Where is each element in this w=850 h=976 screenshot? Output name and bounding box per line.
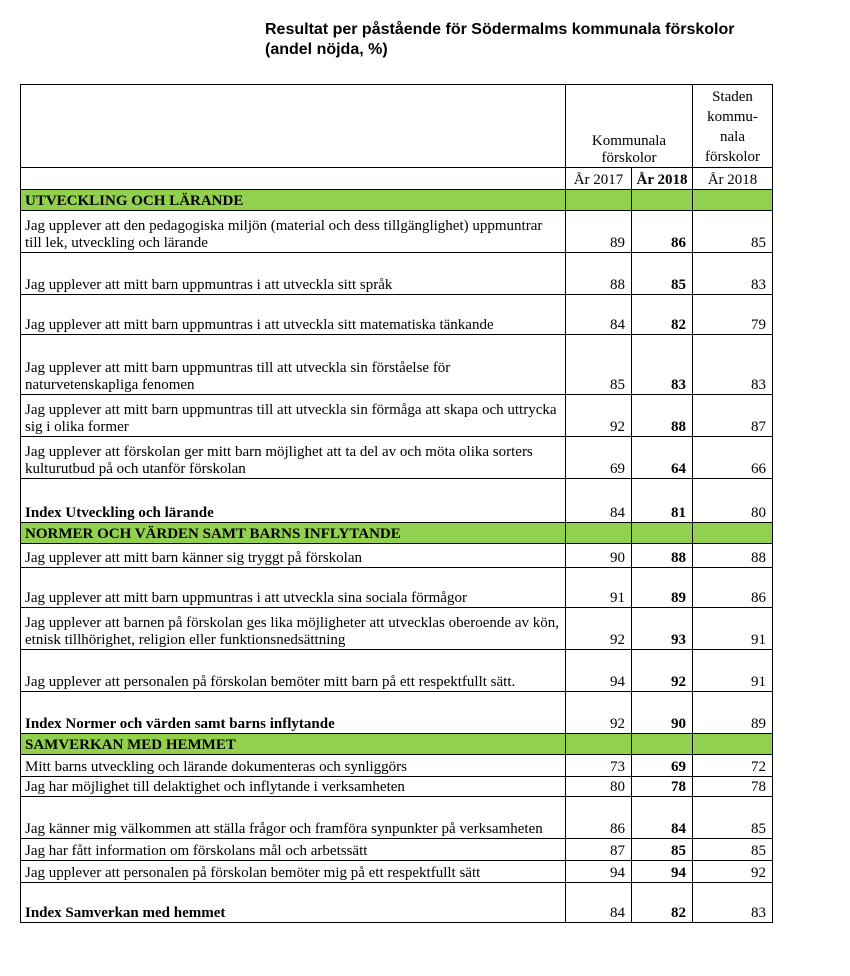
- table-row: [21, 253, 773, 295]
- header-staden-line: Staden: [712, 89, 753, 105]
- table-row: [21, 650, 773, 692]
- value-2017-cell: 94: [566, 650, 632, 692]
- statement-cell: Index Normer och värden samt barns inflytande: [21, 692, 566, 734]
- value-2018-cell: 81: [632, 479, 693, 523]
- index-row: [21, 479, 773, 523]
- table-row: [21, 295, 773, 335]
- table-row: [21, 544, 773, 568]
- section-heading-empty-cell: [693, 190, 773, 211]
- section-heading-row: [21, 190, 773, 211]
- table-row: [21, 437, 773, 479]
- value-2018-cell: 88: [632, 395, 693, 437]
- value-staden-cell: 86: [693, 568, 773, 608]
- value-staden-cell: 72: [693, 755, 773, 777]
- value-2018-cell: 64: [632, 437, 693, 479]
- value-staden-cell: 91: [693, 650, 773, 692]
- section-heading: NORMER OCH VÄRDEN SAMT BARNS INFLYTANDE: [21, 523, 566, 544]
- index-row: [21, 692, 773, 734]
- value-2017-cell: 92: [566, 692, 632, 734]
- statement-cell: Index Samverkan med hemmet: [21, 883, 566, 923]
- value-2018-cell: 93: [632, 608, 693, 650]
- header-staden: [693, 85, 773, 168]
- value-2017-cell: 92: [566, 608, 632, 650]
- table-row: [21, 839, 773, 861]
- value-2018-cell: 94: [632, 861, 693, 883]
- statement-cell: Jag upplever att mitt barn uppmuntras i att utveckla sitt språk: [21, 253, 566, 295]
- value-staden-cell: 83: [693, 883, 773, 923]
- year-row: [21, 168, 773, 190]
- header-staden-line: kommu-: [707, 109, 758, 125]
- header-row: [21, 85, 773, 168]
- section-heading-row: [21, 523, 773, 544]
- value-2017-cell: 87: [566, 839, 632, 861]
- value-2017-cell: 91: [566, 568, 632, 608]
- value-2018-cell: 83: [632, 335, 693, 395]
- statement-cell: Jag har fått information om förskolans mål och arbetssätt: [21, 839, 566, 861]
- value-2018-cell: 84: [632, 797, 693, 839]
- statement-cell: Jag känner mig välkommen att ställa frågor och framföra synpunkter på verksamheten: [21, 797, 566, 839]
- value-2017-cell: 88: [566, 253, 632, 295]
- value-2018-cell: 92: [632, 650, 693, 692]
- table-row: [21, 755, 773, 777]
- value-staden-cell: 88: [693, 544, 773, 568]
- section-heading-empty-cell: [693, 734, 773, 755]
- value-2018-cell: 89: [632, 568, 693, 608]
- value-2018-cell: 88: [632, 544, 693, 568]
- value-2018-cell: 85: [632, 839, 693, 861]
- year-2017: År 2017: [566, 168, 632, 190]
- statement-cell: Mitt barns utveckling och lärande dokumenteras och synliggörs: [21, 755, 566, 777]
- value-staden-cell: 66: [693, 437, 773, 479]
- statement-cell: Jag upplever att mitt barn uppmuntras i att utveckla sitt matematiska tänkande: [21, 295, 566, 335]
- statement-cell: Jag upplever att personalen på förskolan bemöter mig på ett respektfullt sätt: [21, 861, 566, 883]
- section-heading-empty-cell: [632, 734, 693, 755]
- value-2018-cell: 86: [632, 211, 693, 253]
- year-empty-cell: [21, 168, 566, 190]
- value-staden-cell: 91: [693, 608, 773, 650]
- section-heading-empty-cell: [566, 523, 632, 544]
- section-heading-row: [21, 734, 773, 755]
- value-staden-cell: 87: [693, 395, 773, 437]
- statement-cell: Jag upplever att den pedagogiska miljön (material och dess tillgänglighet) uppmuntrar till lek, utveckling och lärande: [21, 211, 566, 253]
- year-2018-staden: År 2018: [693, 168, 773, 190]
- value-2017-cell: 69: [566, 437, 632, 479]
- value-2018-cell: 78: [632, 777, 693, 797]
- value-2017-cell: 84: [566, 883, 632, 923]
- table-row: [21, 335, 773, 395]
- section-heading-empty-cell: [566, 190, 632, 211]
- value-staden-cell: 83: [693, 335, 773, 395]
- value-2017-cell: 94: [566, 861, 632, 883]
- statement-cell: Jag upplever att mitt barn uppmuntras till att utveckla sin förståelse för naturvetenskapliga fenomen: [21, 335, 566, 395]
- table-row: [21, 395, 773, 437]
- value-staden-cell: 85: [693, 211, 773, 253]
- header-staden-line: nala: [720, 129, 745, 145]
- section-heading-empty-cell: [632, 523, 693, 544]
- statement-cell: Jag upplever att barnen på förskolan ges lika möjligheter att utvecklas oberoende av kön, etnisk tillhörighet, religion eller funktionsnedsättning: [21, 608, 566, 650]
- header-kommunala: Kommunala förskolor: [566, 85, 693, 168]
- statement-cell: Jag upplever att mitt barn uppmuntras i att utveckla sina sociala förmågor: [21, 568, 566, 608]
- section-heading-empty-cell: [566, 734, 632, 755]
- value-2018-cell: 82: [632, 883, 693, 923]
- table-row: [21, 568, 773, 608]
- statement-cell: Jag har möjlighet till delaktighet och inflytande i verksamheten: [21, 777, 566, 797]
- value-2017-cell: 84: [566, 295, 632, 335]
- value-staden-cell: 78: [693, 777, 773, 797]
- section-heading: UTVECKLING OCH LÄRANDE: [21, 190, 566, 211]
- year-2018: År 2018: [632, 168, 693, 190]
- value-2017-cell: 89: [566, 211, 632, 253]
- value-2017-cell: 86: [566, 797, 632, 839]
- table-row: [21, 608, 773, 650]
- statement-cell: Jag upplever att mitt barn känner sig tryggt på förskolan: [21, 544, 566, 568]
- section-heading: SAMVERKAN MED HEMMET: [21, 734, 566, 755]
- value-staden-cell: 85: [693, 839, 773, 861]
- value-staden-cell: 83: [693, 253, 773, 295]
- value-2018-cell: 82: [632, 295, 693, 335]
- value-staden-cell: 79: [693, 295, 773, 335]
- section-heading-empty-cell: [693, 523, 773, 544]
- value-2017-cell: 90: [566, 544, 632, 568]
- header-staden-line: förskolor: [705, 149, 760, 165]
- index-row: [21, 883, 773, 923]
- header-empty-cell: [21, 85, 566, 168]
- value-2018-cell: 85: [632, 253, 693, 295]
- value-2017-cell: 80: [566, 777, 632, 797]
- statement-cell: Index Utveckling och lärande: [21, 479, 566, 523]
- statement-cell: Jag upplever att mitt barn uppmuntras till att utveckla sin förmåga att skapa och uttrycka sig i olika former: [21, 395, 566, 437]
- value-staden-cell: 92: [693, 861, 773, 883]
- page-title: [265, 20, 845, 60]
- value-2018-cell: 90: [632, 692, 693, 734]
- value-2017-cell: 84: [566, 479, 632, 523]
- table-row: [21, 861, 773, 883]
- results-table: [20, 84, 773, 923]
- value-staden-cell: 80: [693, 479, 773, 523]
- value-2018-cell: 69: [632, 755, 693, 777]
- value-2017-cell: 73: [566, 755, 632, 777]
- value-staden-cell: 89: [693, 692, 773, 734]
- statement-cell: Jag upplever att personalen på förskolan bemöter mitt barn på ett respektfullt sätt.: [21, 650, 566, 692]
- title-line-2: (andel nöjda, %): [265, 41, 388, 58]
- statement-cell: Jag upplever att förskolan ger mitt barn möjlighet att ta del av och möta olika sorters kulturutbud på och utanför förskolan: [21, 437, 566, 479]
- value-2017-cell: 92: [566, 395, 632, 437]
- table-row: [21, 797, 773, 839]
- value-2017-cell: 85: [566, 335, 632, 395]
- table-row: [21, 777, 773, 797]
- value-staden-cell: 85: [693, 797, 773, 839]
- section-heading-empty-cell: [632, 190, 693, 211]
- table-row: [21, 211, 773, 253]
- title-line-1: Resultat per påstående för Södermalms kommunala förskolor: [265, 21, 735, 38]
